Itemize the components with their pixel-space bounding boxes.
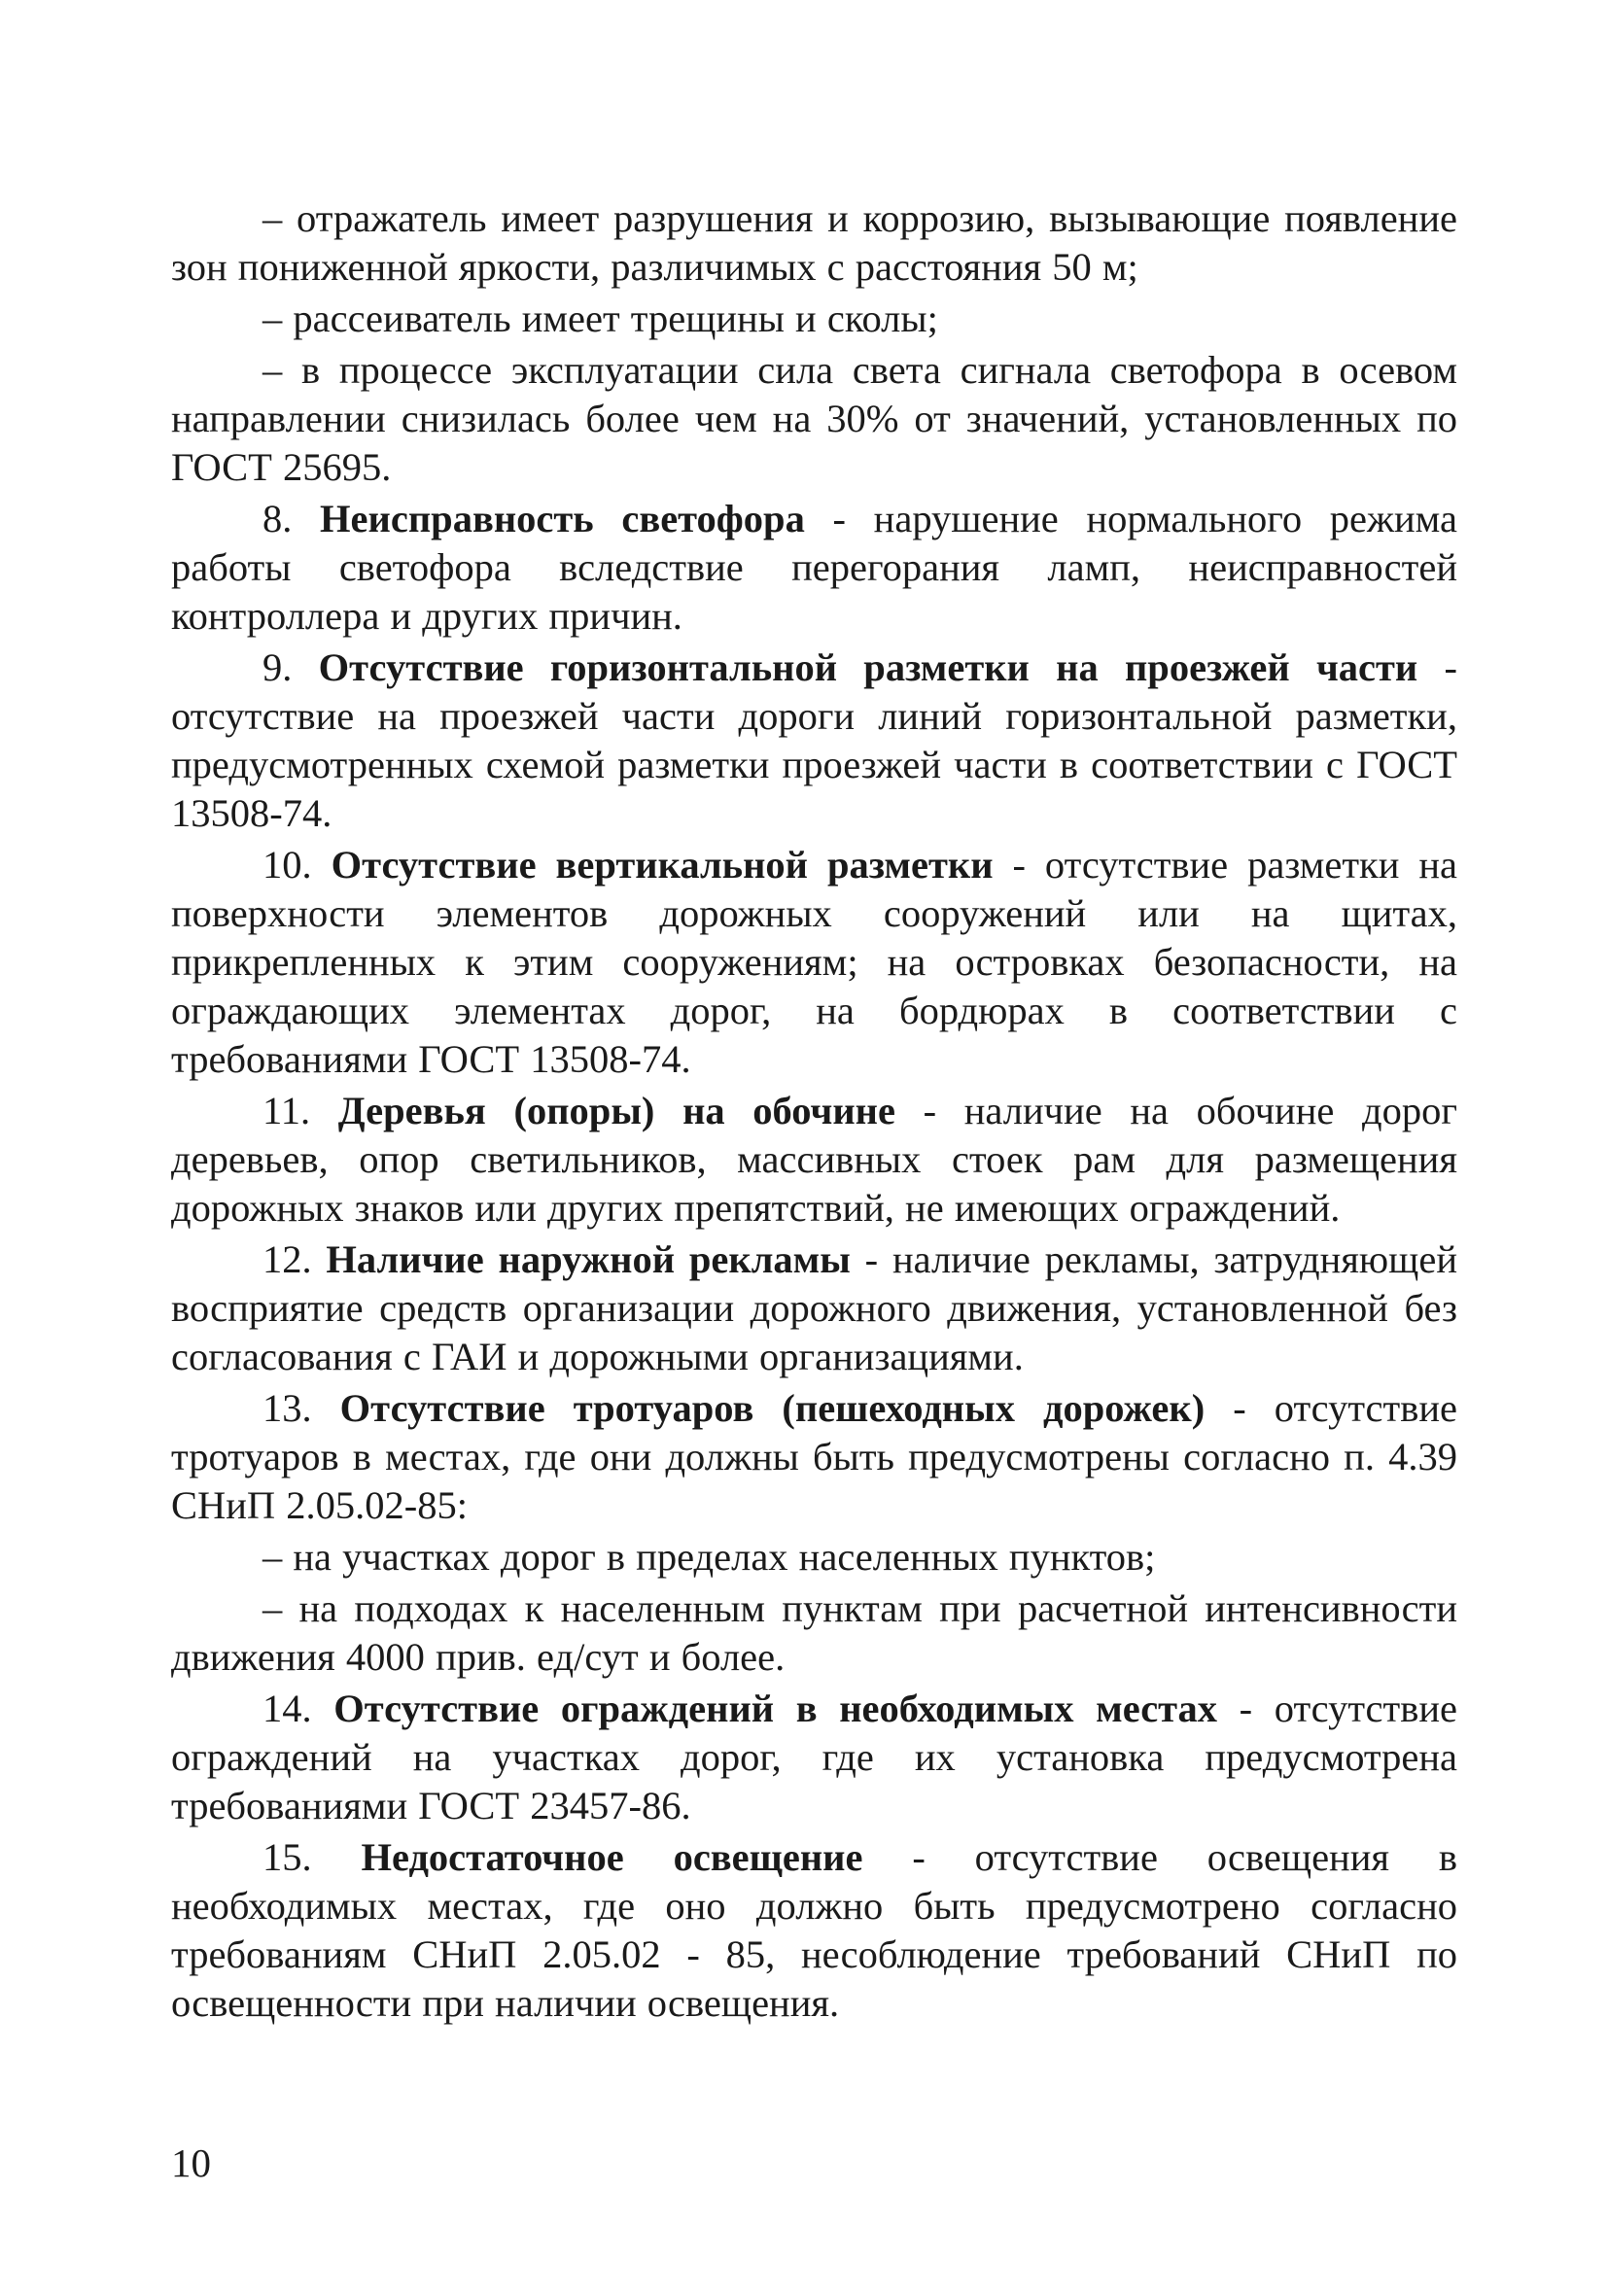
paragraph-text: – на подходах к населенным пунктам при расчетной интенсивности движения 4000 прив. ед/сут и более. — [171, 1586, 1457, 1679]
paragraph-reflector-damage — [171, 194, 1457, 292]
paragraph-term: Отсутствие ограждений в необходимых местах — [333, 1687, 1218, 1730]
paragraph-light-intensity — [171, 346, 1457, 492]
paragraph-text: - нарушение нормального режима работы светофора вследствие перегорания ламп, неисправностей контроллера и других причин. — [171, 497, 1458, 638]
paragraph-text: – на участках дорог в пределах населенных пунктов; — [262, 1535, 1156, 1579]
paragraph-text: – рассеиватель имеет трещины и сколы; — [262, 296, 938, 340]
paragraph-text: - отсутствие на проезжей части дороги линий горизонтальной разметки, предусмотренных схемой разметки проезжей части в соответствии с ГОСТ 13508-74. — [171, 645, 1457, 835]
paragraph-text: - наличие на обочине дорог деревьев, опор светильников, массивных стоек рам для размещения дорожных знаков или других препятствий, не имеющих ограждений. — [171, 1089, 1457, 1230]
paragraph-text: - отсутствие освещения в необходимых местах, где оно должно быть предусмотрено согласно требованиям СНиП 2.05.02 - 85, несоблюдение требований СНиП по освещенности при наличии освещения. — [171, 1835, 1458, 2025]
paragraph-number: 13. — [262, 1386, 340, 1430]
paragraph-term: Деревья (опоры) на обочине — [337, 1089, 895, 1132]
paragraph-term: Наличие наружной рекламы — [326, 1237, 851, 1281]
body-text — [171, 194, 1457, 2031]
paragraph-number: 12. — [262, 1237, 327, 1281]
page-number: 10 — [171, 2140, 211, 2185]
paragraph-11-trees-on-shoulder — [171, 1087, 1457, 1233]
paragraph-text: – в процессе эксплуатации сила света сигнала светофора в осевом направлении снизилась более чем на 30% от значений, установленных по ГОСТ 25695. — [171, 348, 1457, 489]
paragraph-within-settlements — [171, 1533, 1457, 1582]
paragraph-text: - отсутствие разметки на поверхности элементов дорожных сооружений или на щитах, прикрепленных к этим сооружениям; на островках безопасности, на ограждающих элементах дорог, на бордюрах в соответствии с требованиями ГОСТ 13508-74. — [171, 843, 1457, 1081]
paragraph-12-outdoor-advertising — [171, 1235, 1457, 1381]
paragraph-number: 9. — [262, 645, 319, 689]
paragraph-term: Отсутствие тротуаров (пешеходных дорожек) — [339, 1386, 1206, 1430]
paragraph-term: Недостаточное освещение — [361, 1835, 863, 1879]
paragraph-approaches-to-settlements — [171, 1584, 1457, 1682]
paragraph-term: Отсутствие вертикальной разметки — [331, 843, 994, 887]
paragraph-text: - отсутствие тротуаров в местах, где они должны быть предусмотрены согласно п. 4.39 СНиП 2.05.02-85: — [171, 1386, 1457, 1527]
paragraph-9-no-horizontal-marking — [171, 644, 1457, 838]
paragraph-number: 11. — [262, 1089, 338, 1132]
paragraph-diffuser-cracks — [171, 295, 1457, 343]
paragraph-10-no-vertical-marking — [171, 841, 1457, 1084]
paragraph-15-insufficient-lighting — [171, 1833, 1457, 2028]
paragraph-text: - наличие рекламы, затрудняющей восприятие средств организации дорожного движения, установленной без согласования с ГАИ и дорожными организациями. — [171, 1237, 1457, 1378]
paragraph-number: 8. — [262, 497, 321, 540]
paragraph-term: Неисправность светофора — [320, 497, 805, 540]
paragraph-8-traffic-light-malfunction — [171, 495, 1457, 641]
paragraph-14-no-barriers — [171, 1685, 1457, 1830]
paragraph-text: – отражатель имеет разрушения и коррозию, вызывающие появление зон пониженной яркости, различимых с расстояния 50 м; — [171, 196, 1457, 289]
paragraph-number: 15. — [262, 1835, 362, 1879]
paragraph-number: 14. — [262, 1687, 334, 1730]
paragraph-13-no-sidewalks — [171, 1384, 1457, 1530]
paragraph-number: 10. — [262, 843, 332, 887]
paragraph-text: - отсутствие ограждений на участках дорог, где их установка предусмотрена требованиями ГОСТ 23457-86. — [171, 1687, 1458, 1827]
paragraph-term: Отсутствие горизонтальной разметки на проезжей части — [318, 645, 1418, 689]
